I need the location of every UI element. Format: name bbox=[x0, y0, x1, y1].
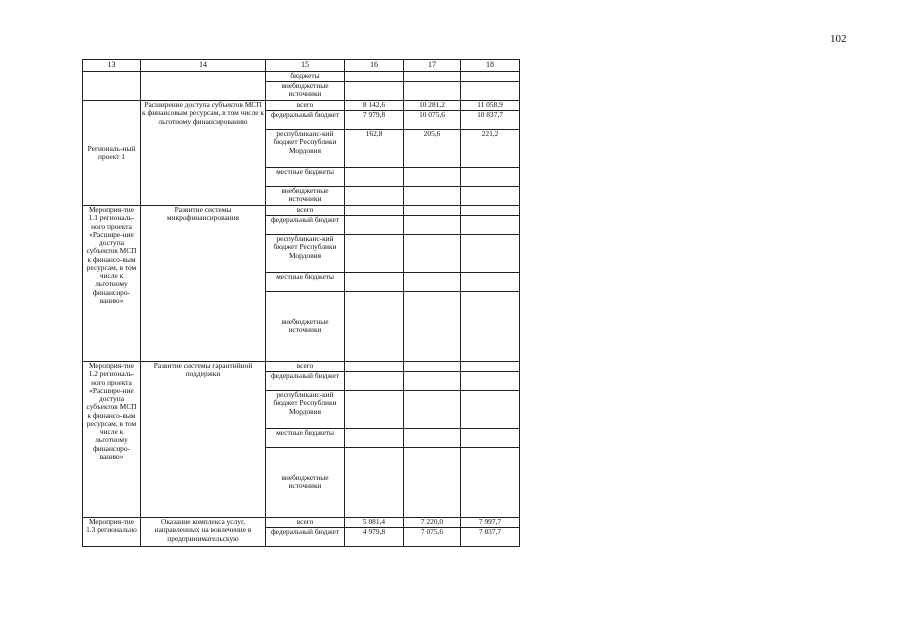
source-cell: местные бюджеты bbox=[266, 428, 345, 447]
page-number: 102 bbox=[830, 33, 847, 45]
value-cell bbox=[345, 371, 404, 390]
value-cell: 221,2 bbox=[461, 129, 520, 167]
value-cell bbox=[345, 428, 404, 447]
value-cell: 7 979,8 bbox=[345, 110, 404, 129]
value-cell bbox=[404, 272, 461, 291]
value-cell bbox=[345, 215, 404, 234]
value-cell: 10 281,2 bbox=[404, 100, 461, 110]
value-cell bbox=[461, 390, 520, 428]
value-cell bbox=[404, 291, 461, 361]
value-cell bbox=[461, 428, 520, 447]
source-cell: федеральный бюджет bbox=[266, 527, 345, 546]
value-cell bbox=[345, 186, 404, 205]
value-cell: 7 837,7 bbox=[461, 527, 520, 546]
value-cell bbox=[461, 215, 520, 234]
value-cell bbox=[345, 291, 404, 361]
source-cell: внебюджетные источники bbox=[266, 291, 345, 361]
source-cell: всего bbox=[266, 361, 345, 371]
source-cell: местные бюджеты bbox=[266, 167, 345, 186]
source-cell: всего bbox=[266, 517, 345, 527]
value-cell: 7 997,7 bbox=[461, 517, 520, 527]
value-cell bbox=[461, 447, 520, 517]
column-number: 15 bbox=[266, 60, 345, 72]
value-cell bbox=[345, 234, 404, 272]
source-cell: всего bbox=[266, 100, 345, 110]
source-cell: республиканс-кий бюджет Республики Мордовия bbox=[266, 129, 345, 167]
source-cell: местные бюджеты bbox=[266, 272, 345, 291]
value-cell bbox=[404, 167, 461, 186]
value-cell bbox=[404, 390, 461, 428]
table-row bbox=[83, 205, 520, 215]
item-cell: Мероприя-тие 1.1 региональ-ного проекта «Расшире-ние доступа субъектов МСП к финансо-вым ресурсам, в том числе к льготному финансиро-ванию» bbox=[83, 205, 141, 361]
source-cell: внебюджетные источники bbox=[266, 447, 345, 517]
value-cell: 4 979,8 bbox=[345, 527, 404, 546]
source-cell: республиканс-кий бюджет Республики Мордовия bbox=[266, 390, 345, 428]
value-cell bbox=[404, 205, 461, 215]
item-cell bbox=[83, 71, 141, 100]
value-cell bbox=[461, 361, 520, 371]
source-cell: федеральный бюджет bbox=[266, 110, 345, 129]
table-row bbox=[83, 361, 520, 371]
result-cell: Расширение доступа субъектов МСП к финансовым ресурсам, в том числе к льготному финансированию bbox=[141, 100, 266, 205]
value-cell: 7 220,0 bbox=[404, 517, 461, 527]
value-cell bbox=[461, 205, 520, 215]
result-cell: Развитие системы гарантийной поддержки bbox=[141, 361, 266, 517]
source-cell: внебюджетные источники bbox=[266, 81, 345, 100]
column-number: 13 bbox=[83, 60, 141, 72]
budget-table bbox=[82, 59, 520, 547]
value-cell: 162,8 bbox=[345, 129, 404, 167]
source-cell: внебюджетные источники bbox=[266, 186, 345, 205]
value-cell bbox=[345, 71, 404, 81]
value-cell bbox=[345, 205, 404, 215]
value-cell: 8 142,6 bbox=[345, 100, 404, 110]
value-cell bbox=[404, 186, 461, 205]
table-row bbox=[83, 100, 520, 110]
item-cell: Мероприя-тие 1.2 региональ-ного проекта «Расшире-ние доступа субъектов МСП к финансо-вым ресурсам, в том числе к льготному финансиро-ванию» bbox=[83, 361, 141, 517]
column-number: 18 bbox=[461, 60, 520, 72]
value-cell bbox=[461, 167, 520, 186]
value-cell bbox=[404, 361, 461, 371]
value-cell: 7 075,6 bbox=[404, 527, 461, 546]
result-cell: Развитие системы микрофинансирования bbox=[141, 205, 266, 361]
source-cell: бюджеты bbox=[266, 71, 345, 81]
value-cell: 10 837,7 bbox=[461, 110, 520, 129]
column-number: 17 bbox=[404, 60, 461, 72]
source-cell: республиканс-кий бюджет Республики Мордовия bbox=[266, 234, 345, 272]
value-cell bbox=[404, 71, 461, 81]
value-cell bbox=[345, 361, 404, 371]
value-cell bbox=[461, 291, 520, 361]
result-cell: Оказание комплекса услуг, направленных на вовлечение в предпринимательскую bbox=[141, 517, 266, 546]
item-cell: Мероприя-тие 1.3 регионально bbox=[83, 517, 141, 546]
value-cell bbox=[345, 167, 404, 186]
value-cell bbox=[404, 234, 461, 272]
value-cell bbox=[345, 447, 404, 517]
value-cell bbox=[404, 371, 461, 390]
value-cell bbox=[404, 428, 461, 447]
item-cell: Региональ-ный проект 1 bbox=[83, 100, 141, 205]
value-cell bbox=[345, 81, 404, 100]
source-cell: всего bbox=[266, 205, 345, 215]
value-cell bbox=[461, 71, 520, 81]
value-cell: 205,6 bbox=[404, 129, 461, 167]
value-cell bbox=[461, 186, 520, 205]
value-cell: 11 058,9 bbox=[461, 100, 520, 110]
table-row bbox=[83, 71, 520, 81]
value-cell bbox=[404, 215, 461, 234]
value-cell bbox=[345, 390, 404, 428]
value-cell bbox=[404, 81, 461, 100]
value-cell bbox=[461, 371, 520, 390]
source-cell: федеральный бюджет bbox=[266, 371, 345, 390]
value-cell bbox=[404, 447, 461, 517]
column-number: 14 bbox=[141, 60, 266, 72]
value-cell bbox=[461, 81, 520, 100]
column-number: 16 bbox=[345, 60, 404, 72]
result-cell bbox=[141, 71, 266, 100]
column-number-row bbox=[83, 60, 520, 72]
value-cell: 5 081,4 bbox=[345, 517, 404, 527]
source-cell: федеральный бюджет bbox=[266, 215, 345, 234]
value-cell: 10 075,6 bbox=[404, 110, 461, 129]
value-cell bbox=[345, 272, 404, 291]
table-row bbox=[83, 517, 520, 527]
value-cell bbox=[461, 272, 520, 291]
value-cell bbox=[461, 234, 520, 272]
